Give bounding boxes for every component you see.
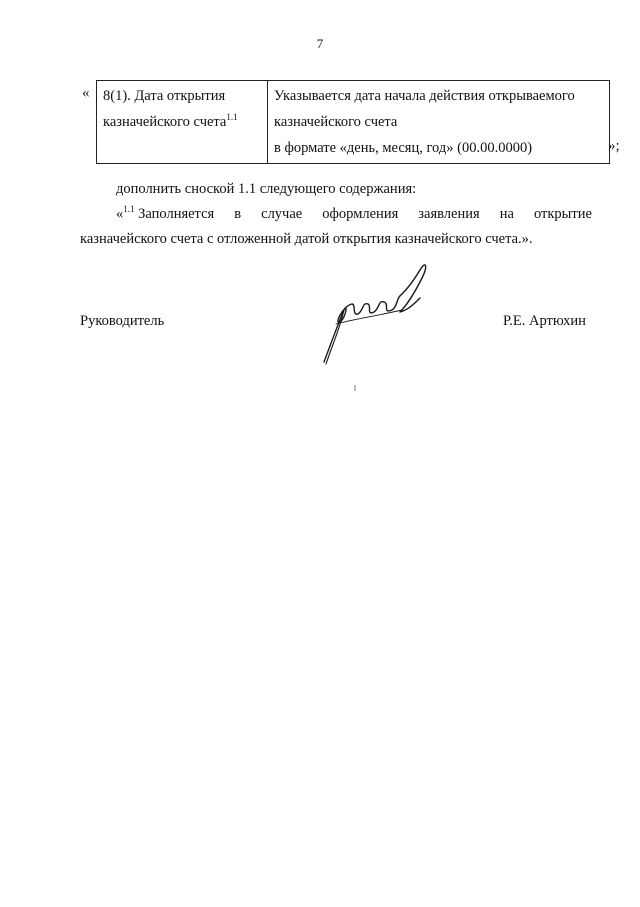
amendment-table (96, 80, 610, 164)
table-row (97, 81, 610, 164)
footnote-marker: 1.1 (123, 204, 135, 215)
footnote-ref: 1.1 (226, 112, 238, 123)
footnote-word: на (499, 206, 514, 222)
footnote-line-2: казначейского счета с отложенной датой открытия казначейского счета.». (80, 231, 533, 247)
footnote-word: в (234, 206, 242, 222)
handwritten-signature (316, 258, 436, 368)
footnote-word: оформления (322, 206, 399, 222)
signer-title: Руководитель (80, 313, 165, 329)
field-name-line-2 (103, 109, 261, 135)
description-line-1: Указывается дата начала действия открываемого (274, 88, 575, 104)
description-line-3: в формате «день, месяц, год» (00.00.0000) (274, 140, 533, 156)
page-number: 7 (316, 36, 324, 51)
footnote-start (116, 206, 214, 223)
closing-quote: »; (608, 138, 620, 154)
amendment-paragraph: дополнить сноской 1.1 следующего содержания: (116, 181, 417, 197)
field-name-line-1: 8(1). Дата открытия (103, 88, 226, 104)
field-description-cell (268, 81, 610, 164)
field-name-text: казначейского счета (103, 114, 227, 130)
footnote-line-1 (116, 206, 592, 223)
field-name-cell (97, 81, 268, 164)
footnote-word: заявления (418, 206, 480, 222)
footnote-word: открытие (533, 206, 592, 222)
footnote-open-quote: « (116, 206, 124, 222)
scan-speck (354, 385, 356, 391)
footnote-word: Заполняется (138, 206, 215, 222)
footnote-word: случае (261, 206, 303, 222)
signer-name: Р.Е. Артюхин (503, 313, 586, 329)
description-line-2: казначейского счета (274, 114, 398, 130)
opening-quote: « (82, 85, 90, 101)
